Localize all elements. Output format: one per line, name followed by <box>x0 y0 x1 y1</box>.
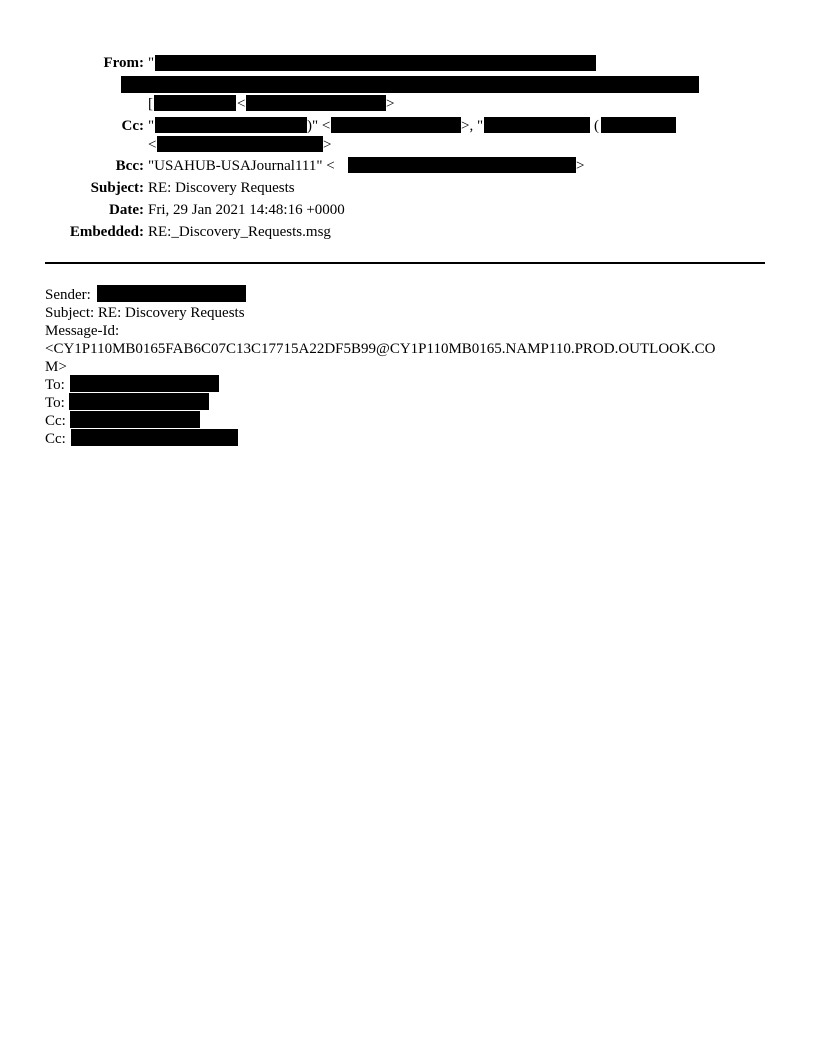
redaction-block <box>97 285 246 302</box>
cc-paren-open: ( <box>594 118 599 134</box>
body-subject-line: Subject: RE: Discovery Requests <box>45 305 245 321</box>
redaction-block <box>484 117 590 133</box>
redaction-block <box>121 76 699 93</box>
embedded-label: Embedded: <box>69 224 144 240</box>
cc-angle-open: < <box>148 137 157 153</box>
to-label: To: <box>45 395 65 411</box>
cc-label-body: Cc: <box>45 431 66 447</box>
from-angle-close: > <box>386 96 395 112</box>
message-id-value: <CY1P110MB0165FAB6C07C13C17715A22DF5B99@CY1P110MB0165.NAMP110.PROD.OUTLOOK.CO <box>45 341 716 357</box>
subject-label: Subject: <box>90 180 144 196</box>
date-value: Fri, 29 Jan 2021 14:48:16 +0000 <box>148 202 345 218</box>
cc-label-body: Cc: <box>45 413 66 429</box>
redaction-block <box>155 55 596 71</box>
from-bracket-open: [ <box>148 96 153 112</box>
date-label: Date: <box>109 202 144 218</box>
redaction-block <box>70 411 200 428</box>
redaction-block <box>348 157 576 173</box>
redaction-block <box>71 429 238 446</box>
sender-label: Sender: <box>45 287 91 303</box>
section-divider <box>45 262 765 264</box>
subject-value: RE: Discovery Requests <box>148 180 295 196</box>
cc-close-sep: >, " <box>461 118 484 134</box>
redaction-block <box>601 117 676 133</box>
redaction-block <box>70 375 219 392</box>
bcc-value: "USAHUB-USAJournal111" < <box>148 158 335 174</box>
from-label: From: <box>103 55 144 71</box>
cc-close-quote-angle: )" < <box>307 118 331 134</box>
redaction-block <box>155 117 307 133</box>
redaction-block <box>154 95 236 111</box>
redaction-block <box>157 136 323 152</box>
bcc-angle-close: > <box>576 158 585 174</box>
from-angle-open: < <box>237 96 246 112</box>
redaction-block <box>246 95 386 111</box>
cc-label: Cc: <box>121 118 144 134</box>
cc-open-quote: " <box>148 118 155 134</box>
from-open-quote: " <box>148 55 155 71</box>
embedded-attachment-link[interactable]: RE:_Discovery_Requests.msg <box>148 224 331 240</box>
redaction-block <box>331 117 461 133</box>
bcc-label: Bcc: <box>115 158 144 174</box>
redaction-block <box>69 393 209 410</box>
message-id-value-cont: M> <box>45 359 67 375</box>
to-label: To: <box>45 377 65 393</box>
cc-angle-close: > <box>323 137 332 153</box>
message-id-label: Message-Id: <box>45 323 120 339</box>
